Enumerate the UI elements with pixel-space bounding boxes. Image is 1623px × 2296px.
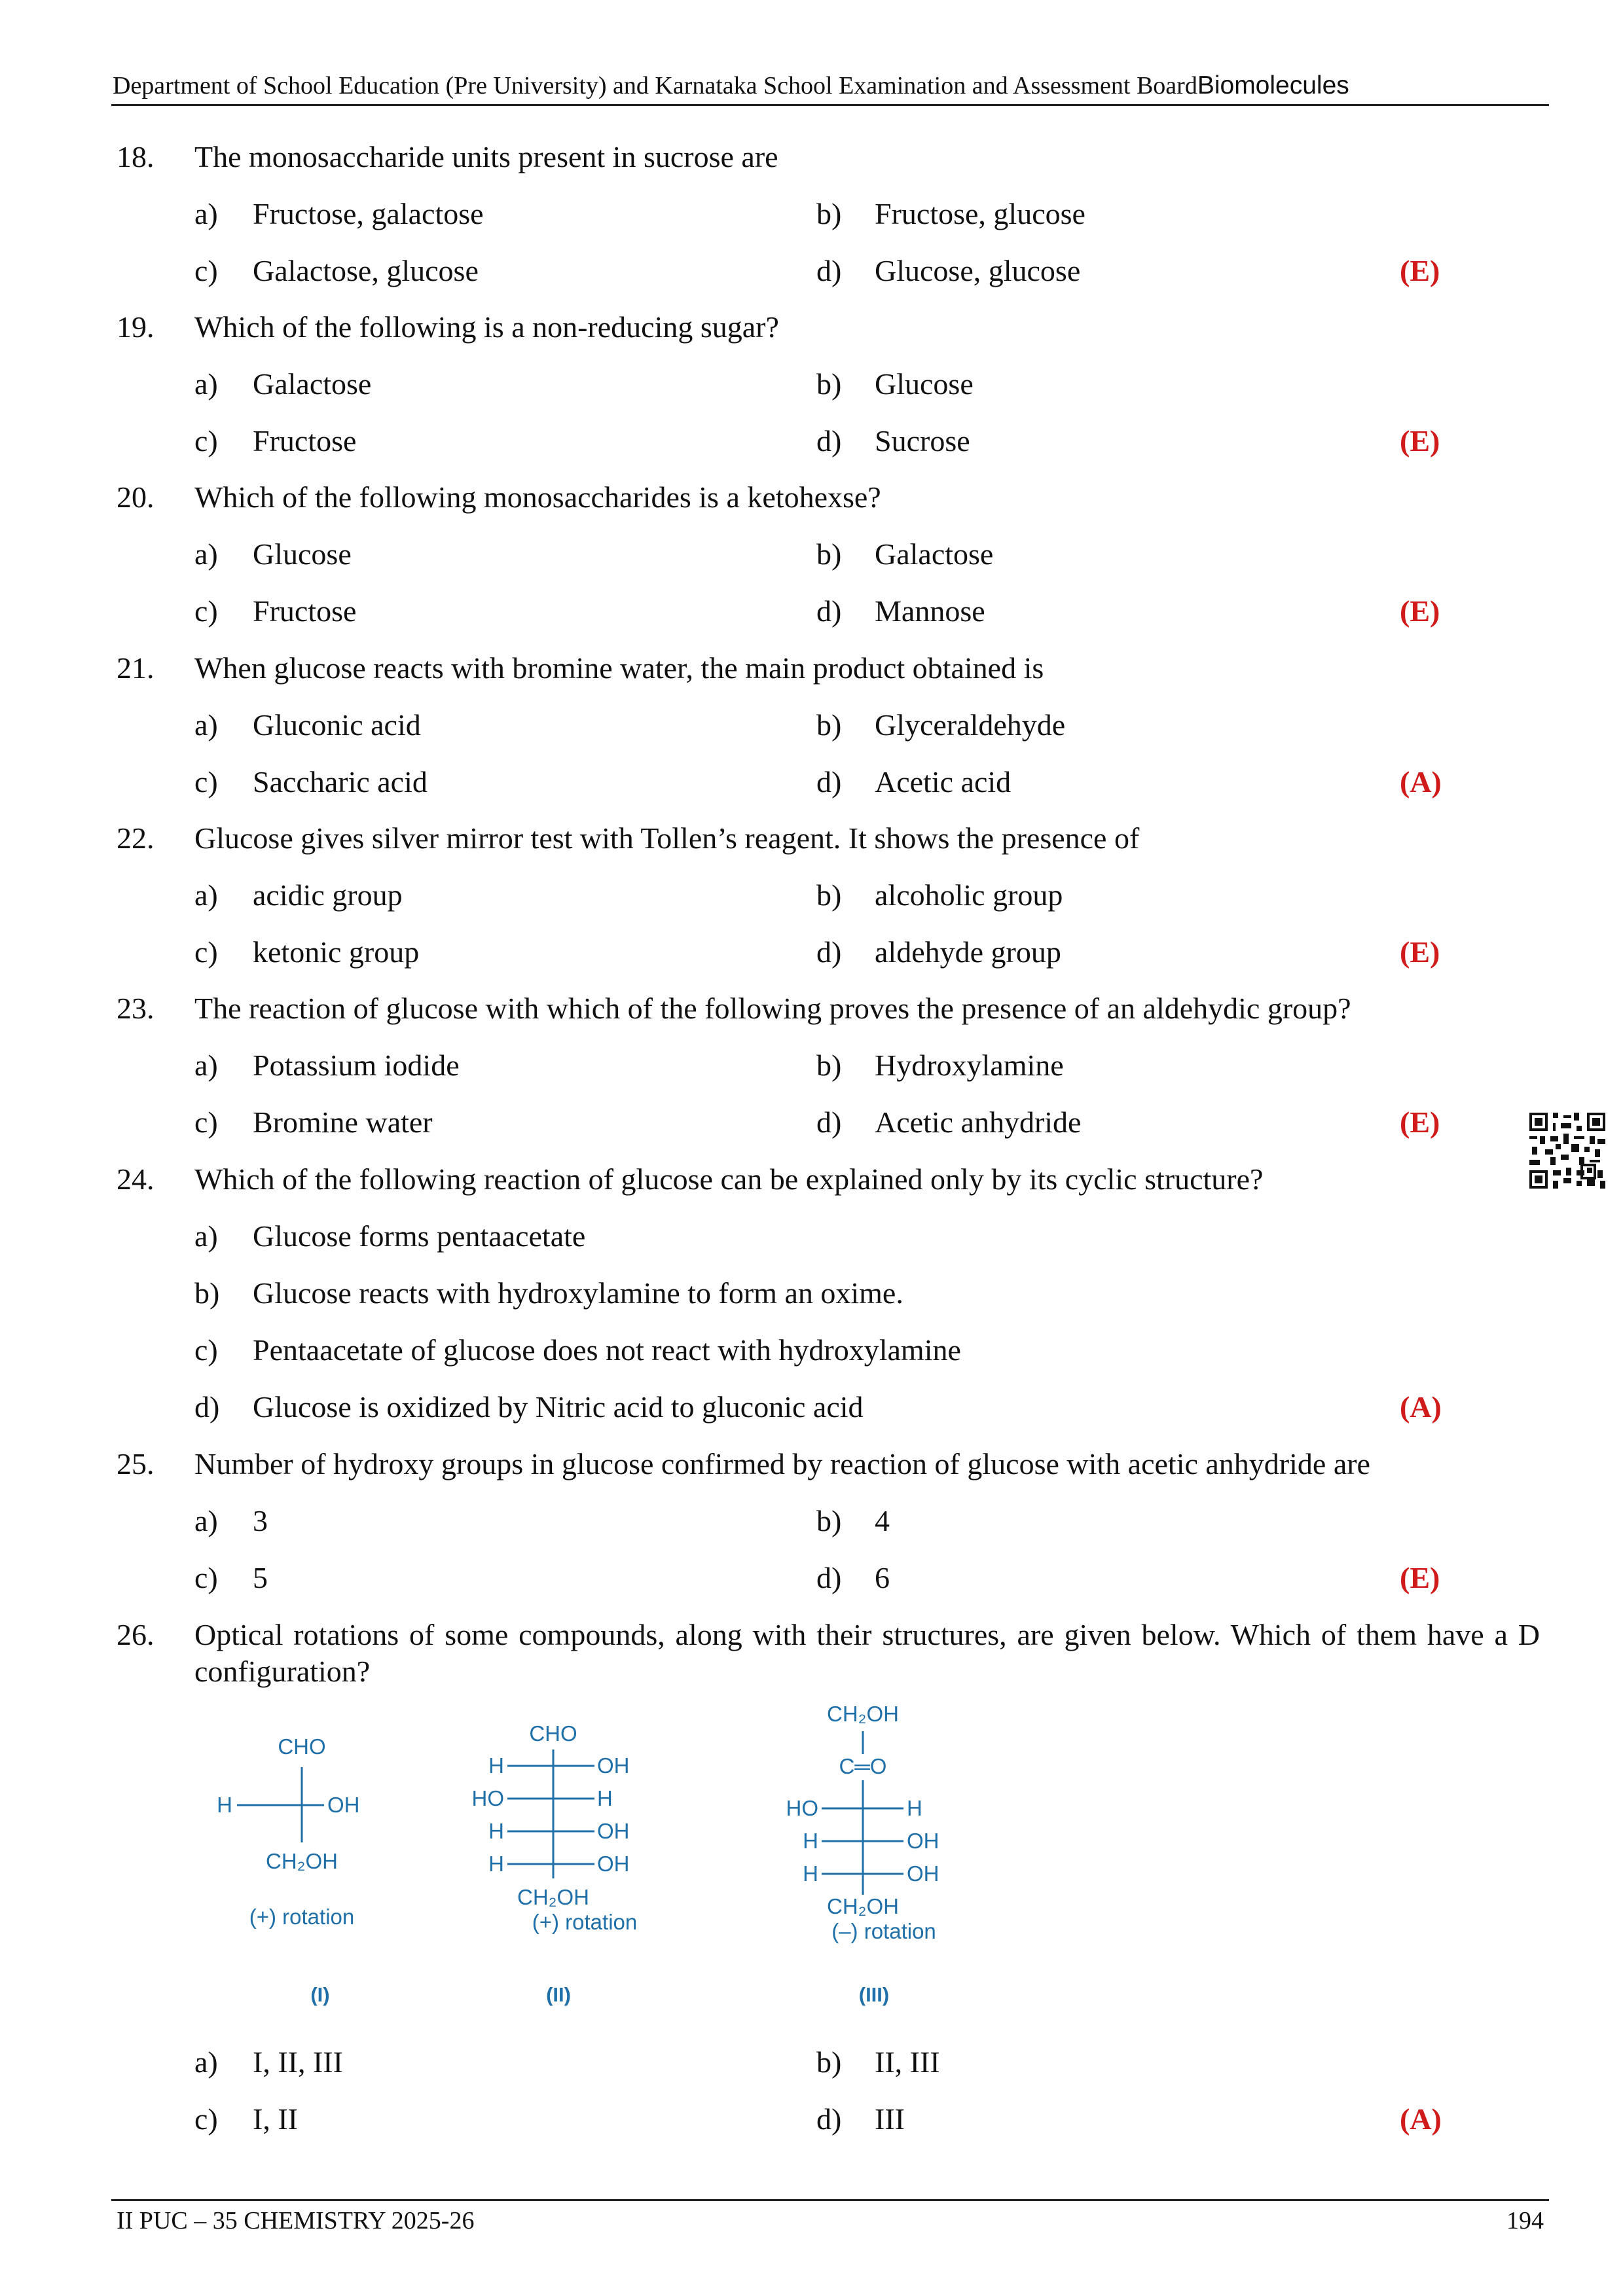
s2-rotation: (+) rotation [532, 1910, 638, 1934]
option-text: Sucrose [875, 424, 970, 457]
option-text: 5 [253, 1561, 268, 1594]
option-letter: a) [194, 367, 218, 401]
option-letter: c) [194, 1105, 218, 1139]
option-text: Fructose, glucose [875, 197, 1085, 230]
question-number: 24. [117, 1162, 155, 1196]
s1-top: CHO [278, 1734, 326, 1759]
answer-key: (E) [1400, 254, 1440, 287]
header-subject: Biomolecules [1197, 71, 1349, 99]
s2-top: CHO [529, 1721, 577, 1746]
option-text: Saccharic acid [253, 765, 428, 798]
option-letter: a) [194, 1049, 218, 1082]
question-text: The monosaccharide units present in sucrose are [194, 140, 778, 173]
option-letter: d) [816, 424, 842, 457]
structure-II [472, 1721, 638, 2006]
option-text: Acetic anhydride [875, 1105, 1082, 1139]
s1-bottom: CH₂OH [266, 1849, 338, 1873]
option-text: Glucose [253, 537, 352, 571]
s3-label: (III) [858, 1983, 890, 2006]
option-letter: b) [816, 1049, 842, 1082]
s2-row2-right: H [597, 1786, 613, 1810]
option-letter: a) [194, 878, 218, 912]
s1-label: (I) [310, 1983, 330, 2006]
option-letter: d) [816, 1105, 842, 1139]
option-text: Galactose [253, 367, 372, 401]
option-letter: b) [816, 878, 842, 912]
option-text: 6 [875, 1561, 890, 1594]
s3-row1-left: HO [786, 1796, 818, 1820]
option-text: Galactose [875, 537, 994, 571]
s2-label: (II) [546, 1983, 571, 2006]
option-letter: c) [194, 935, 218, 969]
question-text: Which of the following reaction of glucose can be explained only by its cyclic structure? [194, 1162, 1264, 1196]
option-letter: b) [816, 367, 842, 401]
s1-right: OH [327, 1793, 360, 1817]
answer-key: (E) [1400, 1561, 1440, 1594]
option-text: aldehyde group [875, 935, 1061, 969]
s2-row3-left: H [488, 1819, 504, 1843]
answer-key: (E) [1400, 935, 1440, 969]
option-letter: c) [194, 2102, 218, 2136]
option-letter: d) [194, 1390, 220, 1424]
option-letter: d) [816, 594, 842, 628]
option-letter: c) [194, 594, 218, 628]
option-letter: a) [194, 1504, 218, 1537]
option-letter: d) [816, 2102, 842, 2136]
question-number: 19. [117, 310, 155, 344]
option-letter: b) [816, 197, 842, 230]
option-text: Mannose [875, 594, 985, 628]
option-letter: d) [816, 1561, 842, 1594]
option-text: ketonic group [253, 935, 420, 969]
question-text: Glucose gives silver mirror test with Tollen’s reagent. It shows the presence of [194, 821, 1140, 855]
option-text: acidic group [253, 878, 403, 912]
option-text: Potassium iodide [253, 1049, 460, 1082]
option-text: Glucose [875, 367, 974, 401]
footer-course: II PUC – 35 CHEMISTRY 2025-26 [117, 2207, 475, 2234]
option-text: II, III [875, 2045, 940, 2079]
option-letter: d) [816, 254, 842, 287]
option-text: Bromine water [253, 1105, 433, 1139]
answer-key: (A) [1400, 765, 1442, 798]
option-text: 4 [875, 1504, 890, 1537]
s3-row2-left: H [803, 1829, 818, 1853]
option-text: Galactose, glucose [253, 254, 479, 287]
s3-row1-right: H [907, 1796, 922, 1820]
option-letter: b) [816, 708, 842, 742]
option-text: Glucose forms pentaacetate [253, 1219, 586, 1253]
question-text: The reaction of glucose with which of the following proves the presence of an aldehydic group? [194, 992, 1351, 1025]
question-number: 22. [117, 821, 155, 855]
header-rule [111, 104, 1549, 106]
option-text: alcoholic group [875, 878, 1063, 912]
option-text: Fructose, galactose [253, 197, 484, 230]
question-number: 18. [117, 140, 155, 173]
option-text: Glucose reacts with hydroxylamine to form an oxime. [253, 1276, 903, 1310]
answer-key: (E) [1400, 424, 1440, 457]
s2-row1-left: H [488, 1753, 504, 1778]
option-text: Gluconic acid [253, 708, 421, 742]
option-text: Hydroxylamine [875, 1049, 1064, 1082]
option-letter: a) [194, 708, 218, 742]
option-letter: a) [194, 1219, 218, 1253]
question-number: 26. [117, 1618, 155, 1651]
option-letter: b) [194, 1276, 220, 1310]
option-letter: d) [816, 765, 842, 798]
fischer-projections [196, 1682, 1021, 2049]
question-text: Optical rotations of some compounds, along with their structures, are given below. Which of them have a D configuration? [194, 1618, 1540, 1688]
s2-row4-left: H [488, 1852, 504, 1876]
s1-left: H [217, 1793, 232, 1817]
s2-row1-right: OH [597, 1753, 630, 1778]
s2-row4-right: OH [597, 1852, 630, 1876]
question-text: Which of the following monosaccharides is a ketohexse? [194, 480, 881, 514]
option-letter: c) [194, 424, 218, 457]
structure-I [217, 1734, 359, 2006]
option-text: Glyceraldehyde [875, 708, 1066, 742]
header-title: Department of School Education (Pre University) and Karnataka School Examination and Assessment Board [113, 72, 1197, 99]
s3-row3-right: OH [907, 1861, 939, 1886]
answer-key: (E) [1400, 1105, 1440, 1139]
page-number: 194 [1506, 2207, 1544, 2234]
s2-row3-right: OH [597, 1819, 630, 1843]
question-number: 23. [117, 992, 155, 1025]
option-letter: b) [816, 537, 842, 571]
question-text: Which of the following is a non-reducing sugar? [194, 310, 779, 344]
s3-row3-left: H [803, 1861, 818, 1886]
s3-top: CH₂OH [827, 1702, 899, 1726]
structure-III [786, 1702, 939, 2006]
s2-bottom: CH₂OH [517, 1885, 589, 1909]
option-letter: d) [816, 935, 842, 969]
option-letter: b) [816, 1504, 842, 1537]
s2-row2-left: HO [471, 1786, 504, 1810]
option-text: Glucose is oxidized by Nitric acid to gluconic acid [253, 1390, 864, 1424]
option-letter: b) [816, 2045, 842, 2079]
option-text: III [875, 2102, 905, 2136]
s1-rotation: (+) rotation [249, 1905, 355, 1929]
question-text: When glucose reacts with bromine water, the main product obtained is [194, 651, 1044, 685]
answer-key: (A) [1400, 2102, 1442, 2136]
option-text: Pentaacetate of glucose does not react with hydroxylamine [253, 1333, 961, 1367]
option-text: Fructose [253, 594, 357, 628]
option-text: Acetic acid [875, 765, 1012, 798]
footer-rule [111, 2199, 1549, 2201]
s3-carbonyl: C═O [839, 1754, 887, 1778]
option-text: 3 [253, 1504, 268, 1537]
answer-key: (A) [1400, 1390, 1442, 1424]
qr-code[interactable] [1529, 1113, 1605, 1189]
option-letter: a) [194, 2045, 218, 2079]
question-number: 20. [117, 480, 155, 514]
option-letter: c) [194, 1333, 218, 1367]
question-text: Number of hydroxy groups in glucose confirmed by reaction of glucose with acetic anhydride are [194, 1447, 1370, 1480]
s3-row2-right: OH [907, 1829, 939, 1853]
option-text: I, II [253, 2102, 298, 2136]
option-letter: c) [194, 1561, 218, 1594]
answer-key: (E) [1400, 594, 1440, 628]
page-header [113, 69, 1548, 102]
option-letter: a) [194, 197, 218, 230]
option-text: I, II, III [253, 2045, 343, 2079]
option-text: Fructose [253, 424, 357, 457]
option-text: Glucose, glucose [875, 254, 1081, 287]
option-letter: a) [194, 537, 218, 571]
s3-bottom: CH₂OH [827, 1894, 899, 1918]
s3-rotation: (–) rotation [831, 1919, 936, 1943]
option-letter: c) [194, 254, 218, 287]
question-number: 21. [117, 651, 155, 685]
option-letter: c) [194, 765, 218, 798]
question-number: 25. [117, 1447, 155, 1480]
